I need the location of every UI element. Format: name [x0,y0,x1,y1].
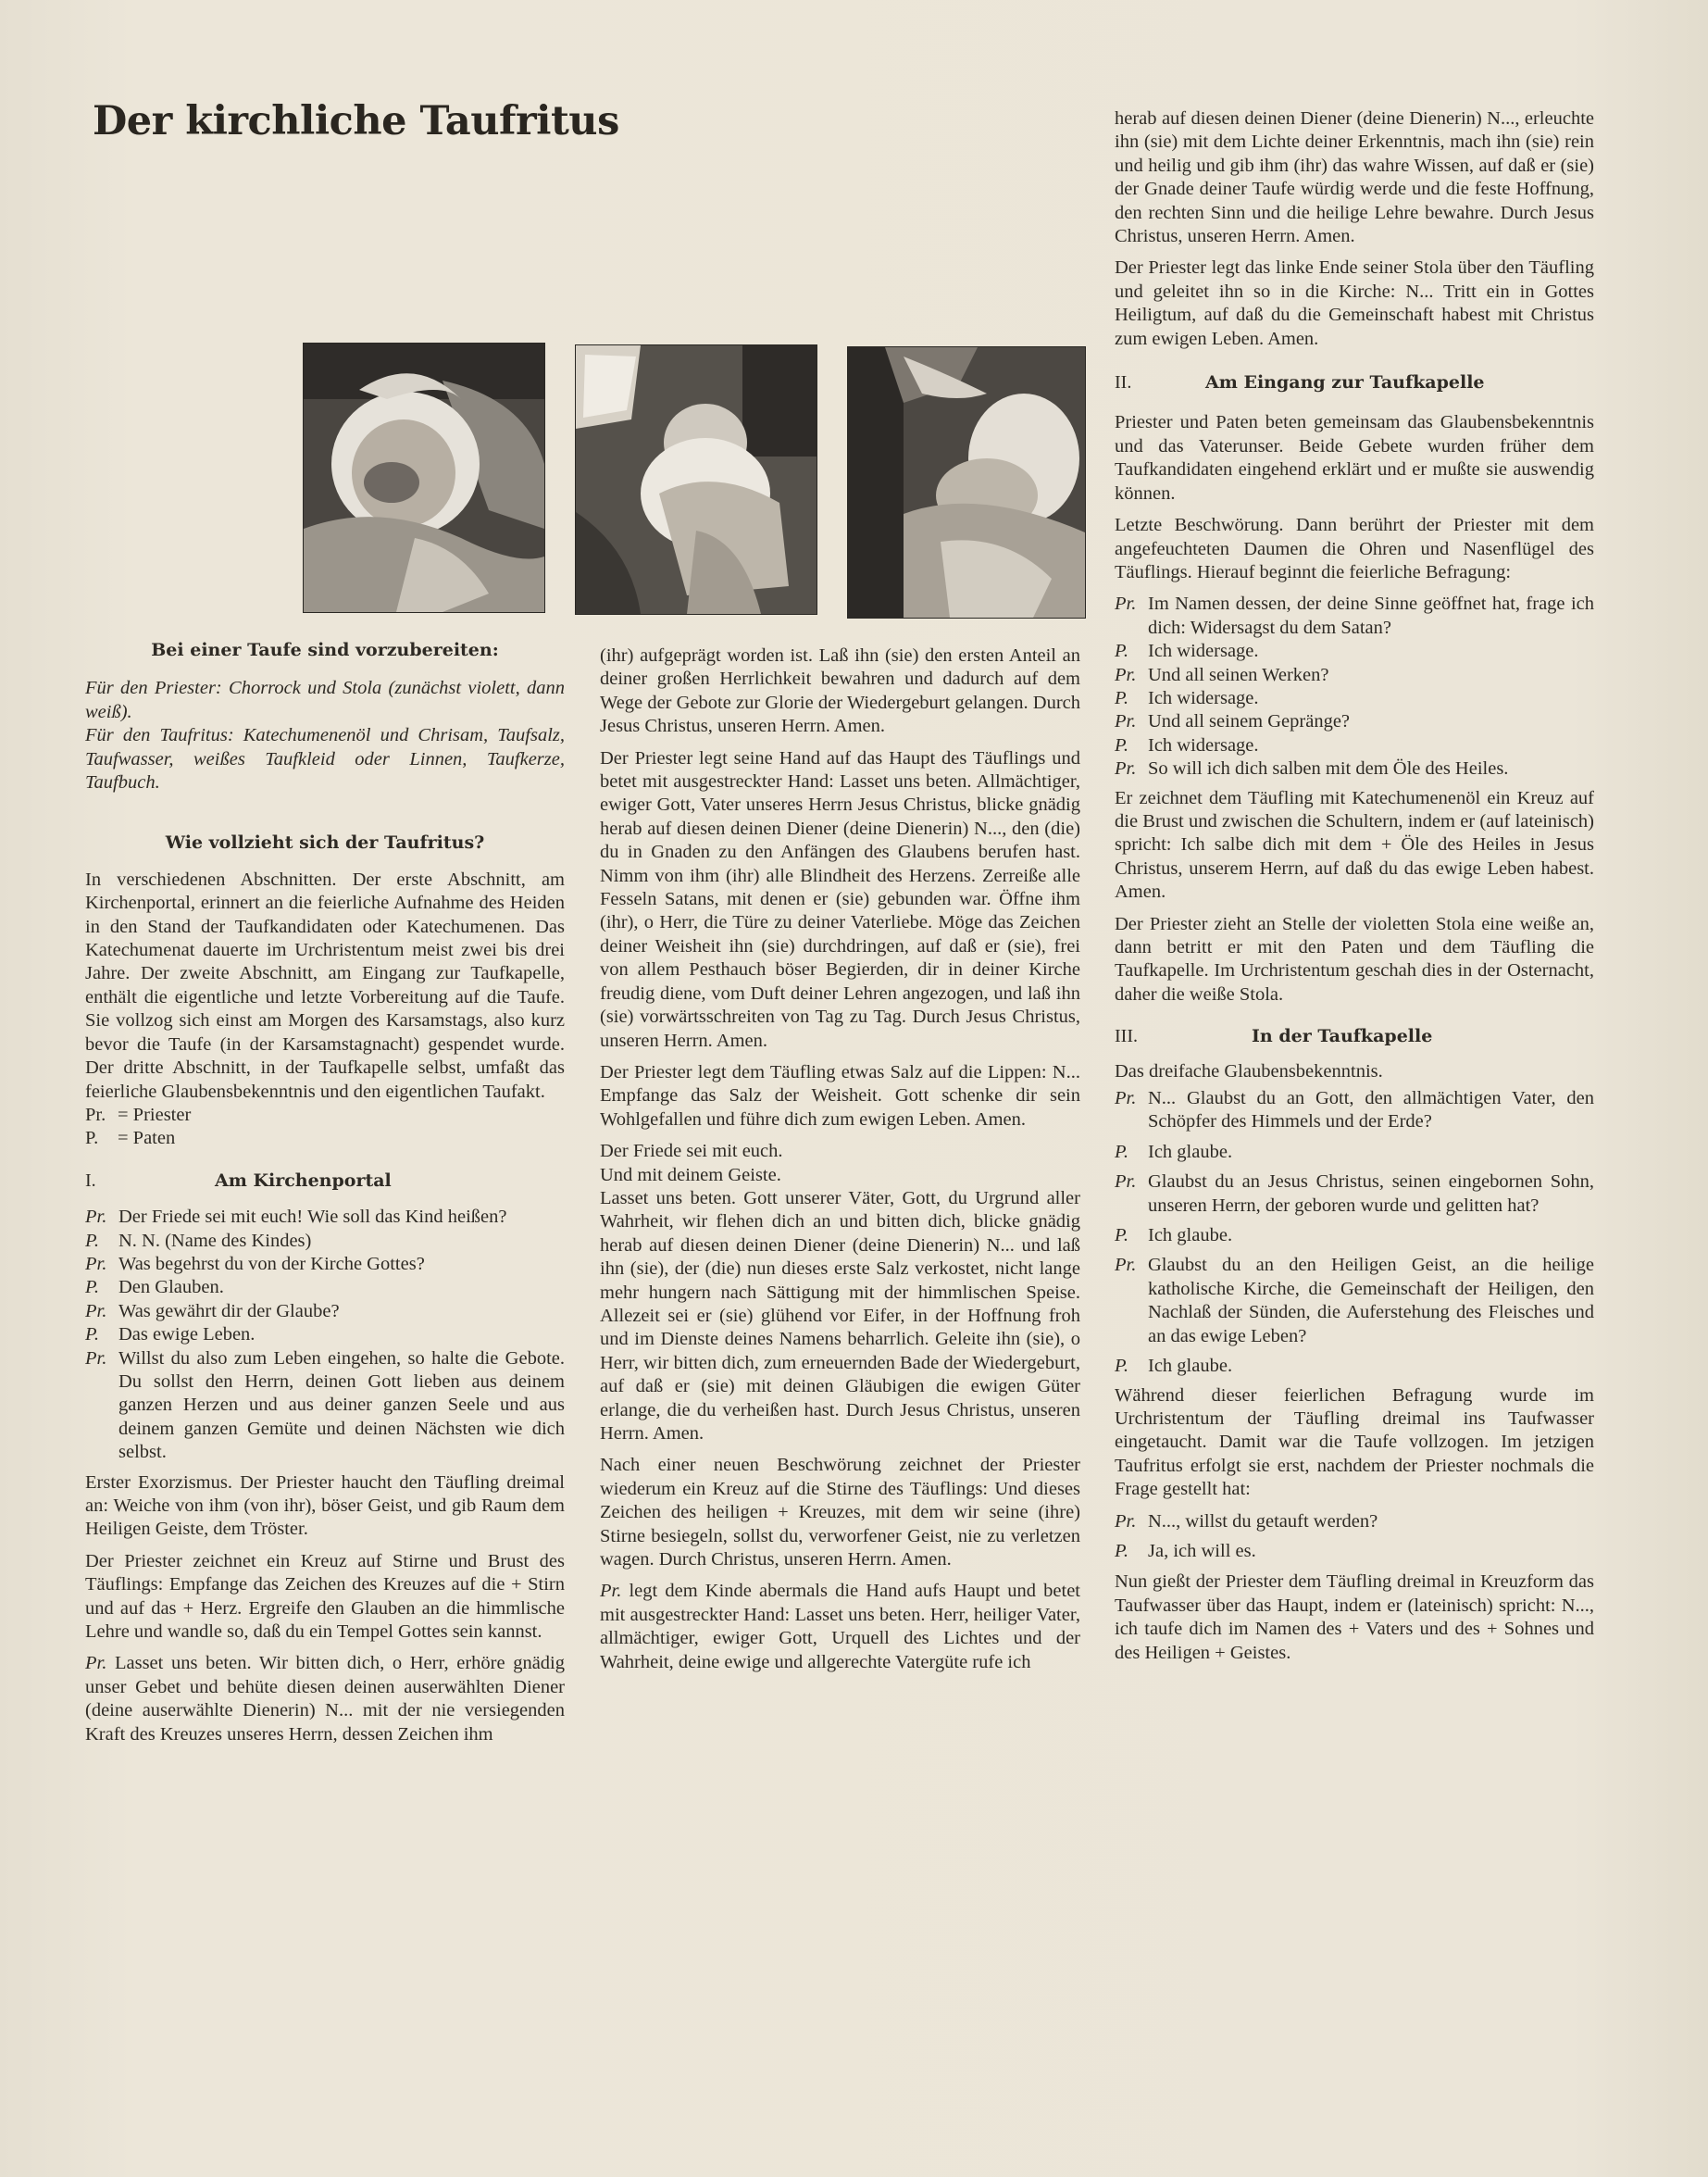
right-column [1115,107,1594,1673]
dialog-line [1115,734,1594,757]
dialog-line [1115,1510,1594,1533]
abbrev-priest-value: = Priester [118,1104,192,1125]
abbrev-godparents-value: = Paten [118,1128,176,1149]
mid-greeting: Der Friede sei mit euch. [600,1141,783,1162]
speaker: Pr. [1115,758,1137,780]
speaker: Pr. [85,1653,107,1674]
speaker: Pr. [85,1207,107,1228]
section-3-number: III. [1115,1026,1138,1047]
speaker: Pr. [1115,1088,1137,1109]
right-paragraph-6: Der Priester zieht an Stelle der violetten Stola eine weiße an, dann betritt er mit den Paten und dem Täufling die Taufkapelle. Im Urchristentum geschah dies in der Osternacht, daher die weiße Stola. [1115,913,1594,1005]
dialog-text: Im Namen dessen, der deine Sinne geöffnet hat, frage ich dich: Widersagst du dem Satan? [1148,594,1594,638]
right-paragraph-3: Priester und Paten beten gemeinsam das Glaubensbekenntnis und das Vaterunser. Beide Gebete wurden früher dem Taufkandidaten eingehend erklärt und er mußte sie auswendig können. [1115,412,1594,504]
speaker: P. [1115,687,1129,708]
abbrev-priest-key: Pr. [85,1104,106,1125]
dialog-text: Glaubst du an den Heiligen Geist, an die heilige katholische Kirche, die Gemeinschaft der Heiligen, den Nachlaß der Sünden, die Auferstehung des Fleisches und an das ewige Leben? [1148,1255,1594,1346]
speaker: Pr. [600,1581,622,1602]
prep-priest: Für den Priester: Chorrock und Stola (zunächst violett, dann weiß). [85,678,565,722]
mid-paragraph-4: Lasset uns beten. Gott unserer Väter, Gott, du Urgrund aller Wahrheit, wir flehen dich an und bitten dich, blicke gnädig herab auf diesen deinen Diener (deine Dienerin) N... und laß ihn (sie), der (die) nun dieses erste Salz verkostet, nicht lange mehr hungern nach Sättigung mit der himmlischen Speise. Allezeit sei er (sie) glühend vor Eifer, in der Hoffnung froh und im Dienste deines Namens beharrlich. Geleite ihn (sie), o Herr, wir bitten dich, zum erneuernden Bade der Wiedergeburt, auf daß er (sie) mit deinen Gläubigen die ewigen Güter erlange, die du verheißen hast. Durch Jesus Christus, unseren Herrn. Amen. [600,1187,1080,1444]
speaker: P. [1115,641,1129,662]
page-title: Der kirchliche Taufritus [93,98,619,144]
dialog-text: Ich widersage. [1148,641,1259,662]
dialog-text: Was gewährt dir der Glaube? [118,1300,340,1321]
speaker: P. [85,1277,100,1298]
right-paragraph-9: Nun gießt der Priester dem Täufling dreimal in Kreuzform das Taufwasser über das Haupt, indem er (lateinisch) spricht: N..., ich taufe dich im Namen des + Vaters und des + Sohnes und des Heiligen + Geistes. [1115,1571,1594,1663]
how-heading: Wie vollzieht sich der Taufritus? [165,832,485,854]
dialog-baptism [1115,1510,1594,1564]
speaker: P. [85,1230,100,1251]
dialog-line [1115,757,1594,781]
abbrev-godparents [85,1127,565,1150]
right-paragraph-1: herab auf diesen deinen Diener (deine Dienerin) N..., erleuchte ihn (sie) mit dem Lichte deiner Erkenntnis, mach ihn (sie) rein und heilig und gib ihm (ihr) das wahre Wissen, auf daß er (sie) der Gnade deiner Taufe würdig werde und die feste Hoffnung, den rechten Sinn und die heilige Lehre bewahre. Durch Jesus Christus, unseren Herrn. Amen. [1115,108,1594,247]
section-1-heading [85,1170,565,1193]
dialog-line [1115,664,1594,687]
dialog-text: Den Glauben. [118,1277,224,1298]
dialog-line [85,1323,565,1346]
dialog-creed [1115,1087,1594,1378]
exorcism-text: Erster Exorzismus. Der Priester haucht den Täufling dreimal an: Weiche von ihm (von ihr), böser Geist, und gib Raum dem Heiligen Geiste, dem Tröster. [85,1471,565,1540]
abbrev-godparents-key: P. [85,1128,99,1149]
mid-paragraph-5: Nach einer neuen Beschwörung zeichnet der Priester wiederum ein Kreuz auf die Stirne des Täuflings: Und dieses Zeichen des heiligen + Kreuzes, mit dem wir seine (ihre) Stirne besiegeln, sollst du, verworfener Geist, nie zu verletzen wagen. Durch Christus, unseren Herrn. Amen. [600,1455,1080,1570]
prep-heading: Bei einer Taufe sind vorzubereiten: [151,640,499,660]
prep-rite: Für den Taufritus: Katechumenenöl und Chrisam, Taufsalz, Taufwasser, weißes Taufkleid oder Linnen, Taufkerze, Taufbuch. [85,725,565,794]
dialog-line [1115,1170,1594,1218]
right-paragraph-7: Das dreifache Glaubensbekenntnis. [1115,1060,1383,1082]
dialog-text: So will ich dich salben mit dem Öle des Heiles. [1148,758,1509,780]
how-text: In verschiedenen Abschnitten. Der erste Abschnitt, am Kirchenportal, erinnert an die feierliche Aufnahme des Heiden in den Stand der Taufkandidaten oder Katechumenen. Das Katechumenat dauerte im Urchristentum meist zwei bis drei Jahre. Der zweite Abschnitt, am Eingang zur Taufkapelle, enthält die eigentliche und letzte Vorbereitung auf die Taufe. Sie vollzog sich einst am Morgen des Karsamstags, also kurz bevor die Taufe (in der Karsamstagnacht) gespendet wurde. Der dritte Abschnitt, in der Taufkapelle selbst, umfaßt das feierliche Glaubensbekenntnis und den eigentlichen Taufakt. [85,869,565,1102]
right-paragraph-2: Der Priester legt das linke Ende seiner Stola über den Täufling und geleitet ihn so in die Kirche: N... Tritt ein in Gottes Heiligtum, auf daß du die Gemeinschaft habest mit Christus zum ewigen Leben. Amen. [1115,257,1594,349]
dialog-text: Was begehrst du von der Kirche Gottes? [118,1253,425,1274]
abbrev-priest [85,1104,565,1127]
speaker: P. [85,1324,100,1345]
mid-paragraph-2: Der Priester legt seine Hand auf das Haupt des Täuflings und betet mit ausgestreckter Hand: Lasset uns beten. Allmächtiger, ewiger Gott, Vater unseres Herrn Jesus Christus, blicke gnädig herab auf diesen deinen Diener (deine Dienerin) N..., den (die) du in Gnaden zu den Anfängen des Glaubens berufen hast. Nimm von ihm (ihr) alle Blindheit des Herzens. Zerreiße alle Fesseln Satans, mit denen er (sie) gebunden war. Öffne ihm (ihr), o Herr, die Türe zu deiner Vaterliebe. Möge das Zeichen deiner Weisheit ihn (sie) durchdringen, auf daß er (sie), frei von allem Pesthauch böser Begierden, dir in deiner Kirche freudig diene, vom Duft deiner Lehren angezogen, und laß ihn (sie) vorwärtsschreiten von Tag zu Tag. Durch Jesus Christus, unseren Herrn. Amen. [600,747,1080,1051]
section-2-title: Am Eingang zur Taufkapelle [1205,372,1485,394]
dialog-line [1115,593,1594,640]
section-2-heading [1115,371,1594,394]
prayer-text [85,1652,565,1746]
dialog-text: Glaubst du an Jesus Christus, seinen eingebornen Sohn, unseren Herrn, der geboren wurde und gelitten hat? [1148,1171,1594,1216]
dialog-text: Der Friede sei mit euch! Wie soll das Kind heißen? [118,1207,507,1228]
dialog-text: Ich widersage. [1148,687,1259,708]
middle-column [600,644,1080,1683]
left-column [85,639,565,1755]
speaker: P. [1115,734,1129,756]
dialog-text: N... Glaubst du an Gott, den allmächtigen Vater, den Schöpfer des Himmels und der Erde? [1148,1088,1594,1132]
speaker: Pr. [85,1300,107,1321]
right-paragraph-8: Während dieser feierlichen Befragung wurde im Urchristentum der Täufling dreimal ins Taufwasser eingetaucht. Damit war die Taufe vollzogen. Im jetzigen Taufritus erfolgt sie erst, nachdem der Priester nochmals die Frage gestellt hat: [1115,1384,1594,1500]
cross-text: Der Priester zeichnet ein Kreuz auf Stirne und Brust des Täuflings: Empfange das Zeichen des Kreuzes auf die + Stirn und auf das + Herz. Ergreife den Glauben an die himmlische Lehre und wandle so, daß du ein Tempel Gottes sein kannst. [85,1550,565,1643]
dialog-line [85,1253,565,1276]
dialog-line [85,1206,565,1229]
mid-paragraph-6 [600,1580,1080,1674]
photo-baby-anointing [847,346,1086,619]
dialog-line [1115,1355,1594,1378]
dialog-text: Ich widersage. [1148,734,1259,756]
speaker: Pr. [1115,1255,1137,1276]
photo-baby-back [575,344,817,615]
section-3-heading [1115,1025,1594,1048]
dialog-text: Ich glaube. [1148,1141,1233,1162]
mid-paragraph-6-body: legt dem Kinde abermals die Hand aufs Haupt und betet mit ausgestreckter Hand: Lasset uns beten. Herr, heiliger Vater, allmächtiger, ewiger Gott, Urquell des Lichtes und der Wahrheit, deine ewige und allgerechte Vatergüte rufe ich [600,1581,1080,1672]
prayer-body: Lasset uns beten. Wir bitten dich, o Herr, erhöre gnädig unser Gebet und behüte diesen deinen auserwählten Diener (deine auserwählte Dienerin) N... mit der nie versiegenden Kraft des Kreuzes unseres Herrn, dessen Zeichen ihm [85,1653,565,1745]
dialog-portal [85,1206,565,1464]
speaker: Pr. [85,1253,107,1274]
dialog-line [85,1300,565,1323]
dialog-line [1115,1141,1594,1164]
mid-paragraph-1: (ihr) aufgeprägt worden ist. Laß ihn (sie) den ersten Anteil an deiner großen Herrlichkeit bewahren und dadurch auf dem Wege der Gebote zur Glorie der Wiedergeburt gelangen. Durch Jesus Christus, unseren Herrn. Amen. [600,645,1080,737]
speaker: P. [1115,1540,1129,1561]
dialog-line [1115,1224,1594,1247]
dialog-text: Ja, ich will es. [1148,1540,1256,1561]
photo-baby-bonnet [303,343,545,613]
dialog-text: Das ewige Leben. [118,1324,256,1345]
dialog-renunciation [1115,593,1594,781]
dialog-line [1115,1254,1594,1348]
speaker: P. [1115,1356,1129,1377]
section-1-number: I. [85,1170,96,1191]
section-1-title: Am Kirchenportal [215,1170,392,1191]
speaker: P. [1115,1225,1129,1246]
dialog-line [1115,640,1594,663]
section-2-number: II. [1115,372,1132,394]
dialog-text: Und all seinen Werken? [1148,664,1329,685]
dialog-line [85,1276,565,1299]
mid-response: Und mit deinem Geiste. [600,1164,781,1185]
right-paragraph-5: Er zeichnet dem Täufling mit Katechumenenöl ein Kreuz auf die Brust und zwischen die Schultern, indem er (auf lateinisch) spricht: Ich salbe dich mit dem + Öle des Heiles in Jesus Christus, unserem Herrn, auf daß du das ewige Leben habest. Amen. [1115,787,1594,903]
mid-paragraph-3: Der Priester legt dem Täufling etwas Salz auf die Lippen: N... Empfange das Salz der Weisheit. Gott schenke dir sein Wohlgefallen und führe dich zum ewigen Leben. Amen. [600,1061,1080,1130]
speaker: Pr. [1115,711,1137,732]
dialog-text: N. N. (Name des Kindes) [118,1230,312,1251]
dialog-text: N..., willst du getauft werden? [1148,1510,1378,1532]
speaker: Pr. [1115,594,1137,615]
dialog-line [1115,710,1594,733]
speaker: P. [1115,1141,1129,1162]
section-3-title: In der Taufkapelle [1252,1026,1433,1047]
dialog-line [85,1230,565,1253]
dialog-text: Willst du also zum Leben eingehen, so halte die Gebote. Du sollst den Herrn, deinen Gott lieben aus deinem ganzen Herzen und aus deiner ganzen Seele und aus deinem ganzen Gemüte und deinen Nächsten wie dich selbst. [118,1347,565,1463]
speaker: Pr. [1115,664,1137,685]
speaker: Pr. [85,1347,107,1369]
right-paragraph-4: Letzte Beschwörung. Dann berührt der Priester mit dem angefeuchteten Daumen die Ohren und Nasenflügel des Täuflings. Hierauf beginnt die feierliche Befragung: [1115,515,1594,582]
speaker: Pr. [1115,1510,1137,1532]
dialog-text: Ich glaube. [1148,1356,1233,1377]
dialog-line [1115,687,1594,710]
dialog-line [1115,1540,1594,1563]
dialog-text: Und all seinem Gepränge? [1148,711,1351,732]
dialog-line [1115,1087,1594,1134]
dialog-text: Ich glaube. [1148,1225,1233,1246]
dialog-line [85,1347,565,1465]
speaker: Pr. [1115,1171,1137,1193]
